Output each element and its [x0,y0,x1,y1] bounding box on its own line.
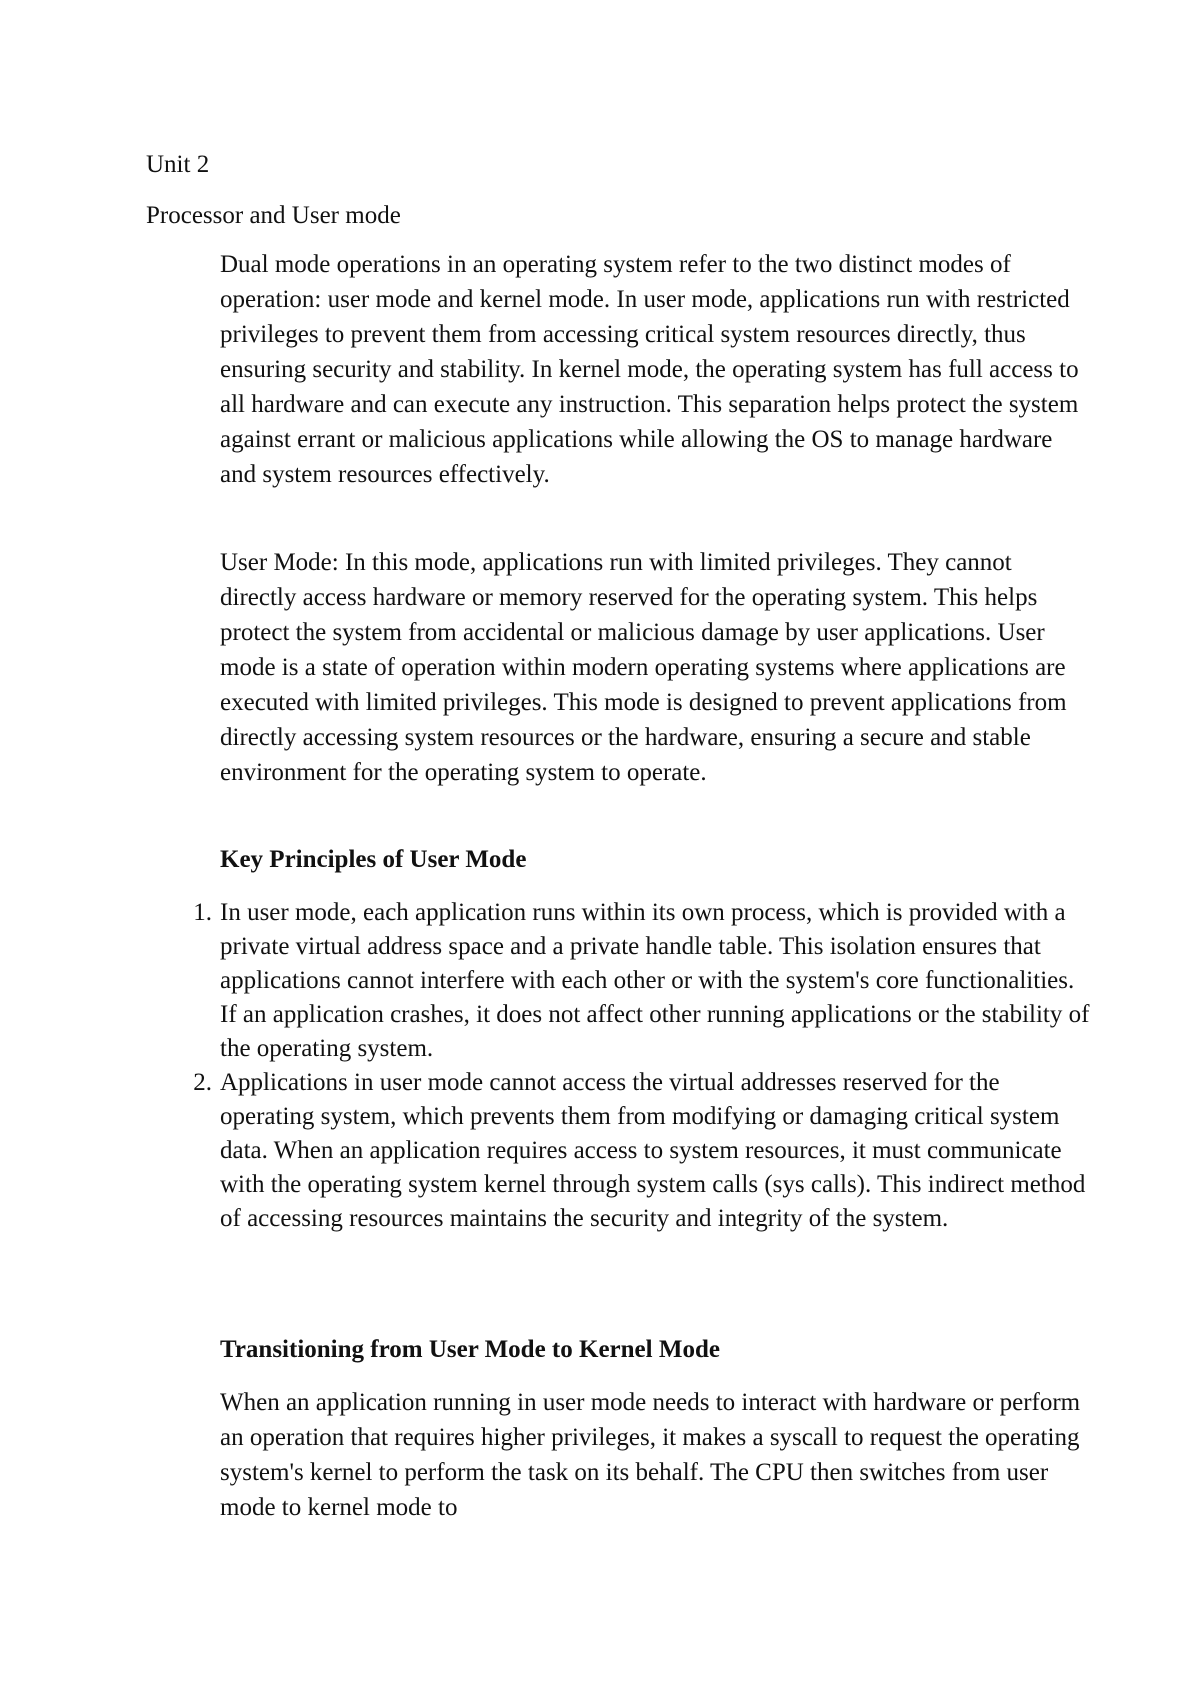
list-item-text: In user mode, each application runs within its own process, which is provided with a private virtual address space and a private handle table. This isolation ensures that applications cannot interfere with each other or with the system's core functionalities. If an application crashes, it does not affect other running applications or the stability of the operating system. [220,899,1090,1062]
unit-title: Unit 2 [146,151,210,178]
heading-key-principles: Key Principles of User Mode [220,846,527,873]
paragraph-dual-mode: Dual mode operations in an operating system refer to the two distinct modes of operation: user mode and kernel mode. In user mode, applications run with restricted privileges to prevent them from accessing critical system resources directly, thus ensuring security and stability. In kernel mode, the operating system has full access to all hardware and can execute any instruction. This separation helps protect the system against errant or malicious applications while allowing the OS to manage hardware and system resources effectively. [220,251,1079,488]
heading-transitioning: Transitioning from User Mode to Kernel Mode [220,1336,720,1363]
list-item-number: 1. [193,899,212,926]
list-item-text: Applications in user mode cannot access the virtual addresses reserved for the operating system, which prevents them from modifying or damaging critical system data. When an application requires access to system resources, it must communicate with the operating system kernel through system calls (sys calls). This indirect method of accessing resources maintains the security and integrity of the system. [220,1069,1086,1232]
paragraph-user-mode: User Mode: In this mode, applications run with limited privileges. They cannot directly access hardware or memory reserved for the operating system. This helps protect the system from accidental or malicious damage by user applications. User mode is a state of operation within modern operating systems where applications are executed with limited privileges. This mode is designed to prevent applications from directly accessing system resources or the hardware, ensuring a secure and stable environment for the operating system to operate. [220,549,1067,786]
list-item-number: 2. [193,1069,212,1096]
list-item [193,1066,1090,1236]
paragraph-transition: When an application running in user mode needs to interact with hardware or perform an operation that requires higher privileges, it makes a syscall to request the operating system's kernel to perform the task on its behalf. The CPU then switches from user mode to kernel mode to [220,1389,1081,1521]
section-title: Processor and User mode [146,202,401,229]
principles-list [193,896,1090,1236]
list-item [193,896,1090,1066]
